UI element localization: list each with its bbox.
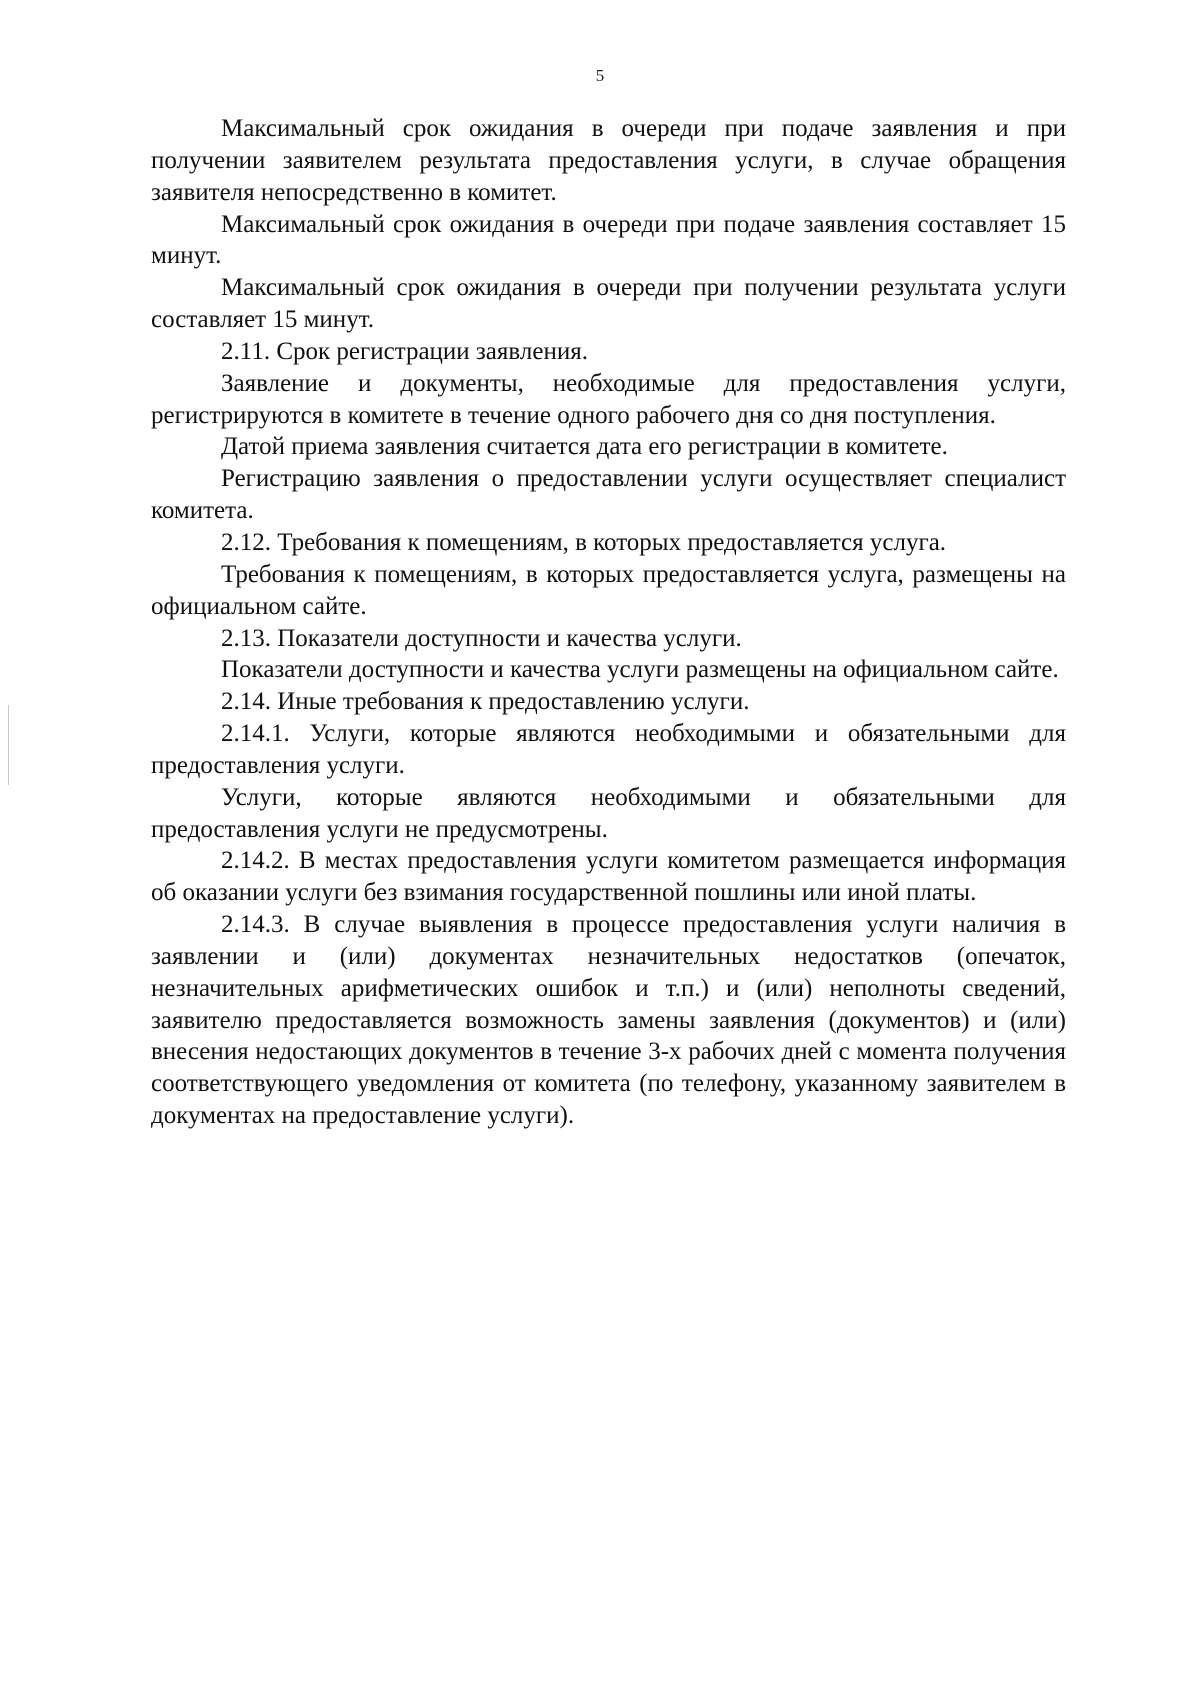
section-heading-2-14-1: 2.14.1. Услуги, которые являются необходимыми и обязательными для предоставления услуги.: [151, 720, 1066, 779]
paragraph-registration-period: Заявление и документы, необходимые для предоставления услуги, регистрируются в комитете в течение одного рабочего дня со дня поступления.: [151, 369, 1066, 429]
section-heading-2-13: 2.13. Показатели доступности и качества услуги.: [221, 624, 742, 652]
paragraph-receipt-date: Датой приема заявления считается дата его регистрации в комитете.: [221, 433, 948, 461]
paragraph-2-14-2: 2.14.2. В местах предоставления услуги комитетом размещается информация об оказании услуги без взимания государственной пошлины или иной платы.: [151, 847, 1066, 907]
paragraph-queue-wait-submission: Максимальный срок ожидания в очереди при подаче заявления составляет 15 минут.: [151, 210, 1066, 270]
section-heading-2-12: 2.12. Требования к помещениям, в которых предоставляется услуга.: [221, 528, 947, 556]
paragraph-queue-wait-intro: Максимальный срок ожидания в очереди при подаче заявления и при получении заявителем результата предоставления услуги, в случае обращения заявителя непосредственно в комитет.: [151, 115, 1066, 206]
page-number: 5: [595, 66, 605, 85]
paragraph-required-services: Услуги, которые являются необходимыми и обязательными для предоставления услуги не предусмотрены.: [151, 783, 1066, 843]
paragraph-queue-wait-result: Максимальный срок ожидания в очереди при получении результата услуги составляет 15 минут.: [151, 274, 1066, 334]
section-heading-2-11: 2.11. Срок регистрации заявления.: [221, 337, 588, 365]
document-body: [151, 113, 1066, 1132]
paragraph-registration-specialist: Регистрацию заявления о предоставлении услуги осуществляет специалист комитета.: [151, 465, 1066, 525]
paragraph-accessibility-indicators: Показатели доступности и качества услуги размещены на официальном сайте.: [221, 656, 1059, 684]
section-heading-2-14: 2.14. Иные требования к предоставлению услуги.: [221, 688, 750, 716]
scan-edge-mark: [8, 705, 9, 785]
paragraph-2-14-3: 2.14.3. В случае выявления в процессе предоставления услуги наличия в заявлении и (или) документах незначительных недостатков (опечаток, незначительных арифметических ошибок и т.п.) и (или) неполноты сведений, заявителю предоставляется возможность замены заявления (документов) и (или) внесения недостающих документов в течение 3-х рабочих дней с момента получения соответствующего уведомления от комитета (по телефону, указанному заявителем в документах на предоставление услуги).: [151, 911, 1066, 1130]
paragraph-premises-requirements: Требования к помещениям, в которых предоставляется услуга, размещены на официальном сайте.: [151, 560, 1066, 620]
